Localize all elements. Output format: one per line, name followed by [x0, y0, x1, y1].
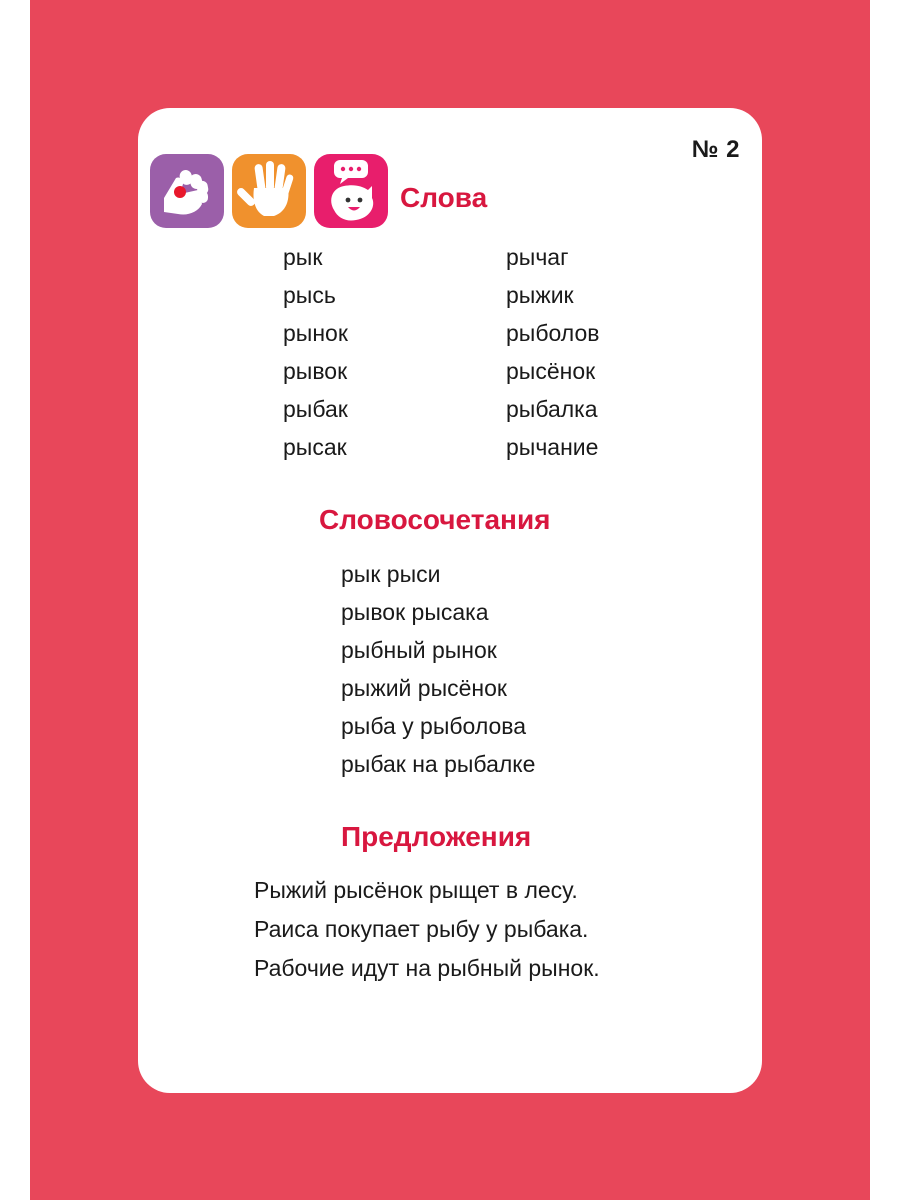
icon-row — [150, 154, 388, 228]
list-item: рычание — [506, 434, 599, 460]
list-item: рыбный рынок — [341, 637, 497, 663]
list-item: рысак — [283, 434, 347, 460]
exercise-card — [138, 108, 762, 1093]
list-item: рыжик — [506, 282, 574, 308]
fist-icon — [150, 154, 224, 228]
list-item: рывок — [283, 358, 348, 384]
list-item: рыбак — [283, 396, 348, 422]
list-item: Раиса покупает рыбу у рыбака. — [254, 916, 589, 942]
list-item: рыбалка — [506, 396, 598, 422]
talking-face-icon — [314, 154, 388, 228]
list-item: рывок рысака — [341, 599, 489, 625]
words-right-column — [506, 242, 599, 470]
list-item: рыбак на рыбалке — [341, 751, 536, 777]
list-item: рысёнок — [506, 358, 596, 384]
list-item: рык — [283, 244, 323, 270]
list-item: рынок — [283, 320, 348, 346]
list-item: Рабочие идут на рыбный рынок. — [254, 955, 600, 981]
sentences-title: Предложения — [341, 821, 532, 852]
phrases-list — [341, 559, 535, 787]
sentences-list — [254, 875, 600, 992]
list-item: рыба у рыболова — [341, 713, 527, 739]
words-title: Слова — [400, 182, 488, 213]
list-item: рыжий рысёнок — [341, 675, 507, 701]
open-hand-icon — [232, 154, 306, 228]
list-item: рыболов — [506, 320, 600, 346]
phrases-title: Словосочетания — [319, 504, 551, 535]
list-item: Рыжий рысёнок рыщет в лесу. — [254, 877, 578, 903]
list-item: рысь — [283, 282, 336, 308]
words-left-column — [283, 242, 348, 470]
card-number: № 2 — [691, 136, 740, 163]
list-item: рык рыси — [341, 561, 441, 587]
list-item: рычаг — [506, 244, 569, 270]
